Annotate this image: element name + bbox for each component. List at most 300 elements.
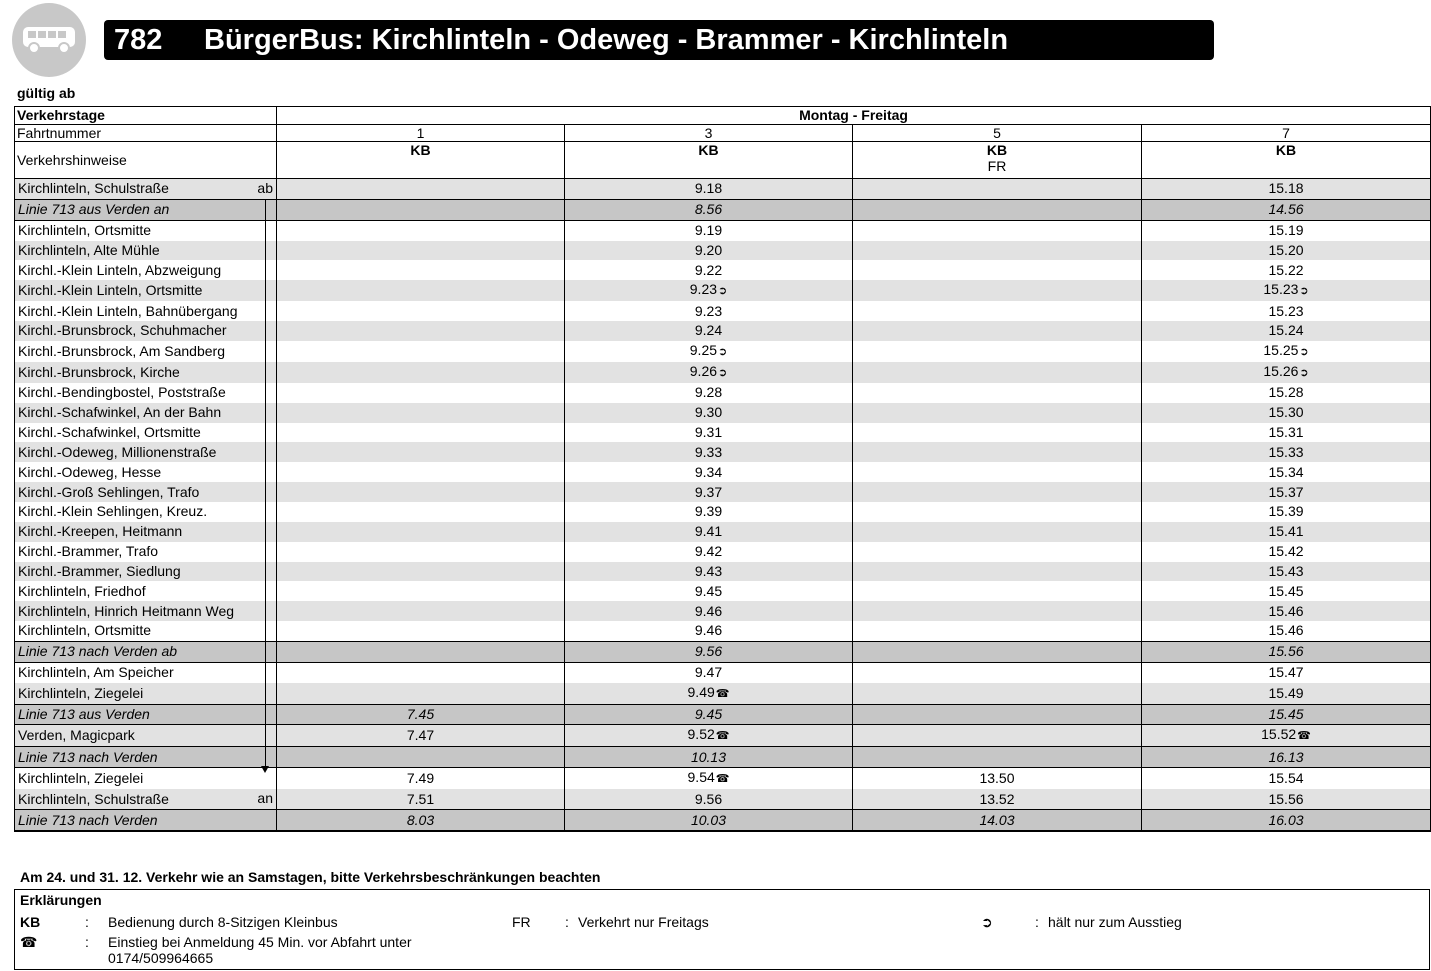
stop-row: [15, 341, 1431, 362]
stop-name: [15, 747, 277, 768]
departure-time: [853, 220, 1142, 240]
stop-name-text: Kirchl.-Schafwinkel, An der Bahn: [18, 404, 222, 421]
departure-time: [565, 423, 853, 443]
stop-name-text: Kirchlinteln, Am Speicher: [18, 664, 174, 681]
stop-name: [15, 280, 277, 301]
stop-name: [15, 321, 277, 341]
timetable-body: [15, 179, 1431, 831]
time-value: 15.45: [1268, 582, 1304, 599]
stop-name: [15, 462, 277, 482]
stop-name-text: Kirchl.-Brammer, Trafo: [18, 543, 159, 560]
departure-time: [1142, 683, 1431, 705]
departure-time: [1142, 423, 1431, 443]
time-value: 15.20: [1268, 241, 1304, 258]
time-value: 9.47: [694, 664, 723, 681]
departure-time: [277, 542, 565, 562]
stop-name: [15, 403, 277, 423]
time-value: 9.52: [687, 726, 715, 743]
departure-time: [565, 768, 853, 790]
departure-time: [565, 562, 853, 582]
alight-only-icon: ➲: [1299, 345, 1309, 358]
legend: [14, 889, 1430, 970]
time-value: 14.03: [979, 811, 1015, 828]
stop-name: [15, 482, 277, 502]
time-value: 9.39: [694, 503, 723, 520]
stop-name-text: Kirchl.-Klein Sehlingen, Kreuz.: [18, 503, 208, 520]
time-value: 9.37: [694, 483, 723, 500]
time-value: 9.25: [689, 341, 718, 358]
time-value: 15.56: [1268, 643, 1304, 660]
stop-name: [15, 789, 277, 809]
stop-row: [15, 442, 1431, 462]
departure-time: [853, 241, 1142, 261]
time-value: 15.41: [1268, 523, 1304, 540]
departure-time: [853, 442, 1142, 462]
departure-time: [565, 725, 853, 747]
time-value: 9.56: [694, 643, 723, 660]
stop-row: [15, 301, 1431, 321]
departure-time: [1142, 601, 1431, 621]
line-number: 782: [114, 24, 163, 56]
departure-time: [853, 383, 1142, 403]
time-value: 15.23: [1268, 302, 1304, 319]
service-note: [565, 142, 853, 179]
phone-icon: ☎: [715, 730, 730, 743]
stop-name: [15, 362, 277, 383]
departure-time: [565, 260, 853, 280]
legend-colon: :: [85, 934, 89, 950]
service-notes-row: [15, 142, 1431, 179]
stop-name-text: Kirchlinteln, Ortsmitte: [18, 222, 152, 239]
time-value: 9.34: [694, 463, 723, 480]
departure-time: [277, 260, 565, 280]
stop-row: [15, 423, 1431, 443]
time-value: 15.39: [1268, 503, 1304, 520]
service-note: [1142, 142, 1431, 179]
stop-row: [15, 482, 1431, 502]
alight-only-icon: ➲: [718, 366, 728, 379]
legend-kb-text: Bedienung durch 8-Sitzigen Kleinbus: [108, 914, 338, 930]
stop-name-text: Kirchlinteln, Ortsmitte: [18, 622, 152, 639]
departure-time: [853, 423, 1142, 443]
departure-time: [853, 321, 1142, 341]
time-value: 15.28: [1268, 384, 1304, 401]
service-note-main: KB: [986, 142, 1008, 158]
departure-time: [853, 704, 1142, 725]
departure-time: [1142, 641, 1431, 662]
service-note: [277, 142, 565, 179]
time-value: 10.13: [690, 748, 727, 765]
time-value: 9.30: [694, 404, 723, 421]
departure-time: [277, 220, 565, 240]
legend-colon: :: [565, 914, 569, 930]
stop-name: [15, 542, 277, 562]
stop-name: [15, 683, 277, 705]
stop-name-text: Kirchl.-Brunsbrock, Am Sandberg: [18, 342, 225, 359]
departure-time: [853, 601, 1142, 621]
departure-time: [1142, 768, 1431, 790]
line-title: BürgerBus: Kirchlinteln - Odeweg - Brammer - Kirchlinteln: [204, 24, 1009, 56]
stop-name-text: Kirchlinteln, Ziegelei: [18, 684, 144, 701]
stop-name-text: Kirchlinteln, Ziegelei: [18, 770, 144, 787]
departure-time: [565, 789, 853, 809]
time-value: 15.42: [1268, 543, 1304, 560]
departure-time: [1142, 581, 1431, 601]
stop-name: [15, 810, 277, 831]
stop-row: [15, 621, 1431, 641]
stop-row: [15, 220, 1431, 240]
stop-name-text: Kirchl.-Klein Linteln, Bahnübergang: [18, 302, 238, 319]
legend-kb-symbol: KB: [20, 914, 41, 930]
time-value: 9.46: [694, 622, 723, 639]
time-value: 9.19: [694, 222, 723, 239]
departure-time: [277, 662, 565, 682]
stop-name: [15, 301, 277, 321]
departure-time: [565, 522, 853, 542]
stop-name: [15, 704, 277, 725]
departure-time: [277, 562, 565, 582]
stop-row: [15, 789, 1431, 809]
departure-time: [1142, 321, 1431, 341]
stop-row: [15, 260, 1431, 280]
stop-name-text: Kirchl.-Schafwinkel, Ortsmitte: [18, 424, 201, 441]
departure-time: [277, 403, 565, 423]
stop-row: [15, 383, 1431, 403]
time-value: 15.31: [1268, 424, 1304, 441]
time-value: 15.34: [1268, 463, 1304, 480]
departure-time: [565, 462, 853, 482]
departure-time: [1142, 179, 1431, 200]
departure-time: [853, 482, 1142, 502]
time-value: 7.45: [406, 705, 435, 722]
departure-time: [277, 423, 565, 443]
stop-name-text: Kirchl.-Bendingbostel, Poststraße: [18, 384, 226, 401]
departure-time: [853, 662, 1142, 682]
stop-name: [15, 601, 277, 621]
stop-name: [15, 383, 277, 403]
departure-time: [853, 768, 1142, 790]
departure-time: [1142, 280, 1431, 301]
departure-time: [277, 341, 565, 362]
stop-name-text: Linie 713 aus Verden an: [18, 201, 170, 218]
time-value: 13.52: [979, 790, 1015, 807]
departure-time: [853, 199, 1142, 220]
departure-time: [853, 562, 1142, 582]
time-value: 9.24: [694, 322, 723, 339]
departure-time: [565, 321, 853, 341]
stop-name-text: Linie 713 aus Verden: [18, 705, 150, 722]
stop-row: [15, 241, 1431, 261]
departure-time: [277, 621, 565, 641]
time-value: 15.33: [1268, 443, 1304, 460]
stop-name: [15, 179, 277, 200]
time-value: 15.45: [1268, 705, 1304, 722]
trip-number-label: Fahrtnummer: [15, 125, 277, 142]
time-value: 10.03: [690, 811, 727, 828]
departure-time: [853, 747, 1142, 768]
time-value: 9.23: [694, 302, 723, 319]
alight-only-icon: ➲: [981, 914, 993, 930]
stop-row: [15, 562, 1431, 582]
stop-name-text: Kirchlinteln, Hinrich Heitmann Weg: [18, 602, 235, 619]
departure-time: [1142, 662, 1431, 682]
departure-time: [1142, 482, 1431, 502]
departure-time: [853, 789, 1142, 809]
departure-time: [1142, 562, 1431, 582]
departure-time: [1142, 362, 1431, 383]
alight-only-icon: ➲: [718, 285, 728, 298]
departure-time: [565, 199, 853, 220]
departure-time: [277, 683, 565, 705]
stop-name-text: Kirchl.-Klein Linteln, Abzweigung: [18, 261, 222, 278]
stop-name: [15, 562, 277, 582]
stop-name: [15, 581, 277, 601]
time-value: 9.42: [694, 543, 723, 560]
departure-time: [1142, 462, 1431, 482]
stop-name: [15, 220, 277, 240]
departure-time: [277, 747, 565, 768]
legend-alight-text: hält nur zum Ausstieg: [1048, 914, 1182, 930]
stop-row: [15, 280, 1431, 301]
stop-name: [15, 621, 277, 641]
departure-time: [565, 601, 853, 621]
stop-name-text: Linie 713 nach Verden: [18, 748, 158, 765]
trip-number: 5: [853, 125, 1142, 142]
departure-time: [277, 241, 565, 261]
departure-time: [277, 301, 565, 321]
stop-name-text: Kirchl.-Groß Sehlingen, Trafo: [18, 483, 200, 500]
departure-time: [853, 725, 1142, 747]
departure-time: [1142, 442, 1431, 462]
alight-only-icon: ➲: [1299, 366, 1309, 379]
time-value: 8.56: [694, 201, 723, 218]
stop-row: [15, 522, 1431, 542]
departure-time: [565, 383, 853, 403]
departure-time: [1142, 341, 1431, 362]
departure-time: [565, 662, 853, 682]
stop-name-text: Kirchlinteln, Alte Mühle: [18, 241, 160, 258]
stop-name: [15, 241, 277, 261]
stop-name-text: Kirchl.-Brunsbrock, Schuhmacher: [18, 322, 227, 339]
line-header: [104, 20, 1214, 60]
service-note-main: KB: [410, 142, 431, 158]
departure-time: [565, 362, 853, 383]
time-value: 15.43: [1268, 562, 1304, 579]
departure-time: [1142, 241, 1431, 261]
legend-colon: :: [85, 914, 89, 930]
time-value: 9.28: [694, 384, 723, 401]
departure-time: [1142, 220, 1431, 240]
legend-phone-text: Einstieg bei Anmeldung 45 Min. vor Abfahrt unter: [108, 934, 412, 950]
stop-name-text: Kirchlinteln, Schulstraße: [18, 790, 169, 807]
departure-time: [1142, 810, 1431, 831]
departure-time: [565, 220, 853, 240]
stop-name-text: Kirchlinteln, Schulstraße: [18, 180, 169, 197]
operating-days-row: [15, 107, 1431, 125]
stop-name-text: Kirchl.-Brunsbrock, Kirche: [18, 363, 180, 380]
departure-time: [853, 260, 1142, 280]
direction-arrow-icon: [261, 766, 269, 773]
departure-time: [277, 725, 565, 747]
stop-name: [15, 423, 277, 443]
departure-time: [853, 462, 1142, 482]
departure-time: [853, 683, 1142, 705]
departure-time: [565, 641, 853, 662]
time-value: 9.54: [687, 769, 715, 786]
operating-days-label: Verkehrstage: [15, 107, 277, 125]
time-value: 15.25: [1263, 341, 1299, 358]
stop-row: [15, 581, 1431, 601]
time-value: 15.47: [1268, 664, 1304, 681]
service-notes-label: Verkehrshinweise: [15, 142, 277, 179]
departure-time: [565, 683, 853, 705]
phone-icon: ☎: [715, 687, 730, 700]
stop-name-text: Kirchl.-Klein Linteln, Ortsmitte: [18, 282, 203, 299]
time-value: 9.22: [694, 261, 723, 278]
time-value: 13.50: [979, 770, 1015, 787]
stop-name: [15, 522, 277, 542]
trip-number-row: [15, 125, 1431, 142]
departure-time: [1142, 542, 1431, 562]
departure-time: [277, 199, 565, 220]
stop-name: [15, 341, 277, 362]
stop-name: [15, 442, 277, 462]
time-value: 15.49: [1268, 684, 1304, 701]
departure-time: [853, 280, 1142, 301]
departure-time: [1142, 301, 1431, 321]
departure-time: [565, 502, 853, 522]
departure-time: [853, 301, 1142, 321]
legend-heading: Erklärungen: [20, 892, 102, 908]
departure-time: [565, 403, 853, 423]
legend-phone-number: 0174/509964665: [108, 950, 214, 966]
stop-name-text: Kirchl.-Odeweg, Hesse: [18, 463, 162, 480]
stop-row: [15, 462, 1431, 482]
alight-only-icon: ➲: [1299, 285, 1309, 298]
time-value: 7.51: [406, 790, 435, 807]
departure-arrival-marker: an: [257, 790, 273, 807]
departure-time: [565, 280, 853, 301]
time-value: 9.18: [694, 180, 723, 197]
departure-time: [853, 502, 1142, 522]
departure-time: [277, 462, 565, 482]
time-value: 9.49: [687, 683, 715, 700]
connection-row: [15, 810, 1431, 831]
stop-row: [15, 768, 1431, 790]
stop-name: [15, 641, 277, 662]
departure-time: [853, 542, 1142, 562]
time-value: 9.26: [689, 362, 718, 379]
departure-time: [565, 810, 853, 831]
time-value: 15.52: [1261, 726, 1297, 743]
departure-time: [1142, 725, 1431, 747]
alight-only-icon: ➲: [718, 345, 728, 358]
departure-time: [1142, 522, 1431, 542]
departure-time: [277, 321, 565, 341]
time-value: 9.45: [694, 705, 723, 722]
time-value: 15.23: [1263, 281, 1299, 298]
time-value: 14.56: [1268, 201, 1304, 218]
departure-time: [277, 522, 565, 542]
time-value: 9.41: [694, 523, 723, 540]
trip-number: 1: [277, 125, 565, 142]
time-value: 9.23: [689, 281, 718, 298]
time-value: 9.33: [694, 443, 723, 460]
time-value: 7.49: [406, 770, 435, 787]
legend-fr-symbol: FR: [512, 914, 531, 930]
stop-row: [15, 179, 1431, 200]
trip-number: 3: [565, 125, 853, 142]
stop-name-text: Kirchl.-Brammer, Siedlung: [18, 562, 181, 579]
stop-name-text: Kirchl.-Odeweg, Millionenstraße: [18, 443, 217, 460]
departure-time: [853, 641, 1142, 662]
departure-arrival-marker: ab: [257, 180, 273, 196]
time-value: 9.45: [694, 582, 723, 599]
trip-number: 7: [1142, 125, 1431, 142]
phone-icon: ☎: [715, 773, 730, 786]
departure-time: [1142, 260, 1431, 280]
time-value: 15.24: [1268, 322, 1304, 339]
stop-row: [15, 542, 1431, 562]
departure-time: [565, 241, 853, 261]
departure-time: [277, 362, 565, 383]
time-value: 15.26: [1263, 362, 1299, 379]
direction-arrow-line: [265, 199, 266, 768]
service-note-main: KB: [698, 142, 719, 158]
time-value: 16.03: [1268, 811, 1304, 828]
time-value: 15.46: [1268, 602, 1304, 619]
time-value: 15.46: [1268, 622, 1304, 639]
stop-row: [15, 362, 1431, 383]
departure-time: [565, 301, 853, 321]
stop-name-text: Kirchlinteln, Friedhof: [18, 582, 146, 599]
departure-time: [277, 641, 565, 662]
time-value: 15.30: [1268, 404, 1304, 421]
operating-days-value: Montag - Freitag: [277, 107, 1431, 125]
departure-time: [853, 362, 1142, 383]
legend-fr-text: Verkehrt nur Freitags: [578, 914, 709, 930]
service-note: [853, 142, 1142, 179]
valid-from-label: gültig ab: [17, 85, 76, 101]
departure-time: [1142, 383, 1431, 403]
departure-time: [277, 789, 565, 809]
departure-time: [277, 280, 565, 301]
time-value: 9.31: [694, 424, 723, 441]
stop-row: [15, 601, 1431, 621]
time-value: 15.18: [1268, 180, 1304, 197]
departure-time: [277, 442, 565, 462]
time-value: 9.46: [694, 602, 723, 619]
stop-row: [15, 725, 1431, 747]
stop-name: [15, 502, 277, 522]
timetable: [14, 106, 1431, 832]
service-note-sub: FR: [987, 158, 1007, 174]
bus-icon: [12, 3, 86, 77]
time-value: 7.47: [406, 727, 435, 744]
connection-row: [15, 704, 1431, 725]
stop-row: [15, 683, 1431, 705]
time-value: 15.56: [1268, 790, 1304, 807]
connection-row: [15, 199, 1431, 220]
departure-time: [1142, 502, 1431, 522]
departure-time: [1142, 621, 1431, 641]
departure-time: [565, 747, 853, 768]
stop-row: [15, 662, 1431, 682]
stop-name: [15, 725, 277, 747]
departure-time: [1142, 789, 1431, 809]
departure-time: [853, 621, 1142, 641]
connection-row: [15, 641, 1431, 662]
